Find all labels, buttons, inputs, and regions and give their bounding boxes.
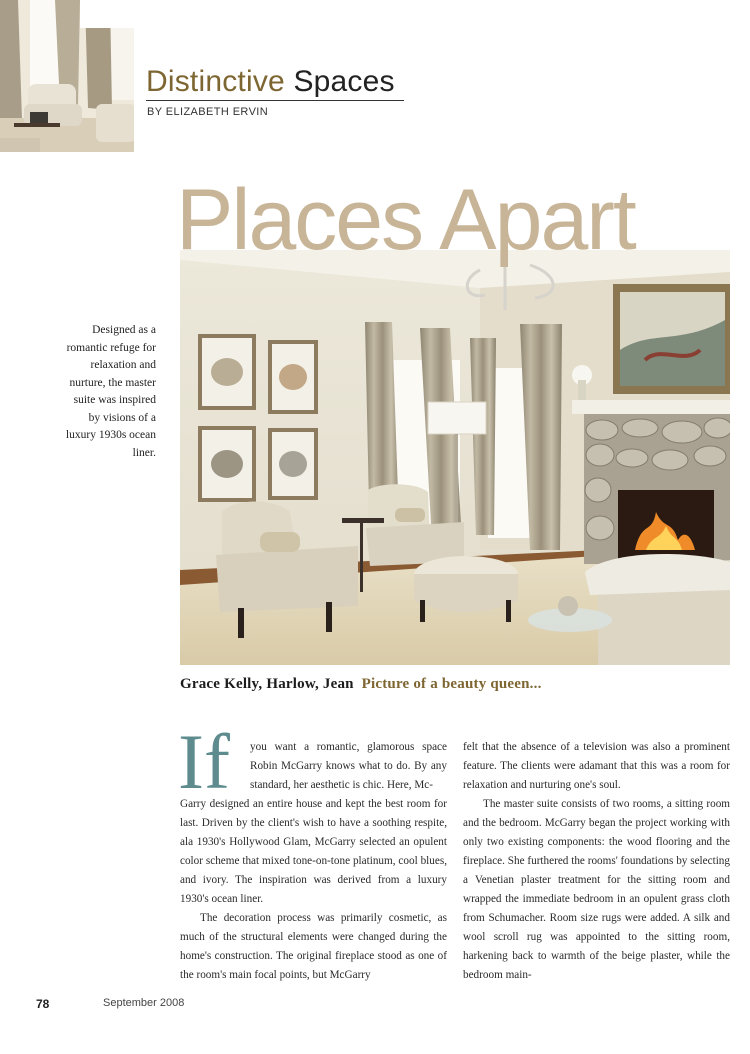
section-title-rest: Spaces	[293, 65, 395, 98]
section-divider	[146, 100, 404, 101]
thumbnail-photo	[0, 0, 134, 152]
lead-rest-text: Garry designed an entire house and kept the best room for last. Driven by the client's wish to have a soothing respite, ala 1930's Hollywood Glam, McGarry selected an opulent color scheme that mixed tone-on-tone platinum, cool blues, and ivory. The inspiration was derived from a luxury 1930's ocean liner.	[180, 798, 447, 905]
article-column-2	[463, 738, 730, 985]
column-2-paragraph-1: felt that the absence of a television was also a prominent feature. The clients were adamant that this was a room for relaxation and nurturing one's soul.	[463, 741, 730, 791]
issue-date: September 2008	[103, 997, 185, 1009]
photo-caption: Designed as a romantic refuge for relaxation and nurture, the master suite was inspired by visions of a luxury 1930s ocean liner.	[65, 324, 156, 459]
column-2-paragraph-2: The master suite consists of two rooms, a sitting room and the bedroom. McGarry began the project working with only two existing components: the wood flooring and the fireplace. She furthered the rooms' foundations by selecting a Venetian plaster treatment for the sitting room and wrapped the immediate bedroom in an opulent grass cloth from Schumacher. Room size rugs were added. A silk and wool scroll rug was appointed to the sitting room, harkening back to warmth of the beige plaster, while the bedroom main-	[463, 798, 730, 981]
section-title	[146, 64, 395, 100]
section-title-accent: Distinctive	[146, 65, 285, 98]
pull-quote	[180, 676, 542, 693]
article-lead-opening	[250, 738, 447, 795]
headline: Places Apart	[176, 172, 635, 268]
paragraph-2: The decoration process was primarily cosmetic, as much of the structural elements were changed during the home's construction. The original fireplace stood as one of the room's main focal points, but McGarry	[180, 912, 447, 981]
hero-photo	[180, 250, 730, 665]
page-number: 78	[36, 997, 50, 1011]
article-column-1	[180, 795, 447, 985]
lead-opening-text: you want a romantic, glamorous space Robin McGarry knows what to do. By any standard, her aesthetic is chic. Here, Mc-	[250, 741, 447, 791]
drop-cap: If	[178, 718, 230, 805]
pull-quote-names: Grace Kelly, Harlow, Jean	[180, 676, 354, 692]
pull-quote-accent: Picture of a beauty queen...	[361, 676, 542, 692]
byline: BY ELIZABETH ERVIN	[147, 106, 269, 118]
